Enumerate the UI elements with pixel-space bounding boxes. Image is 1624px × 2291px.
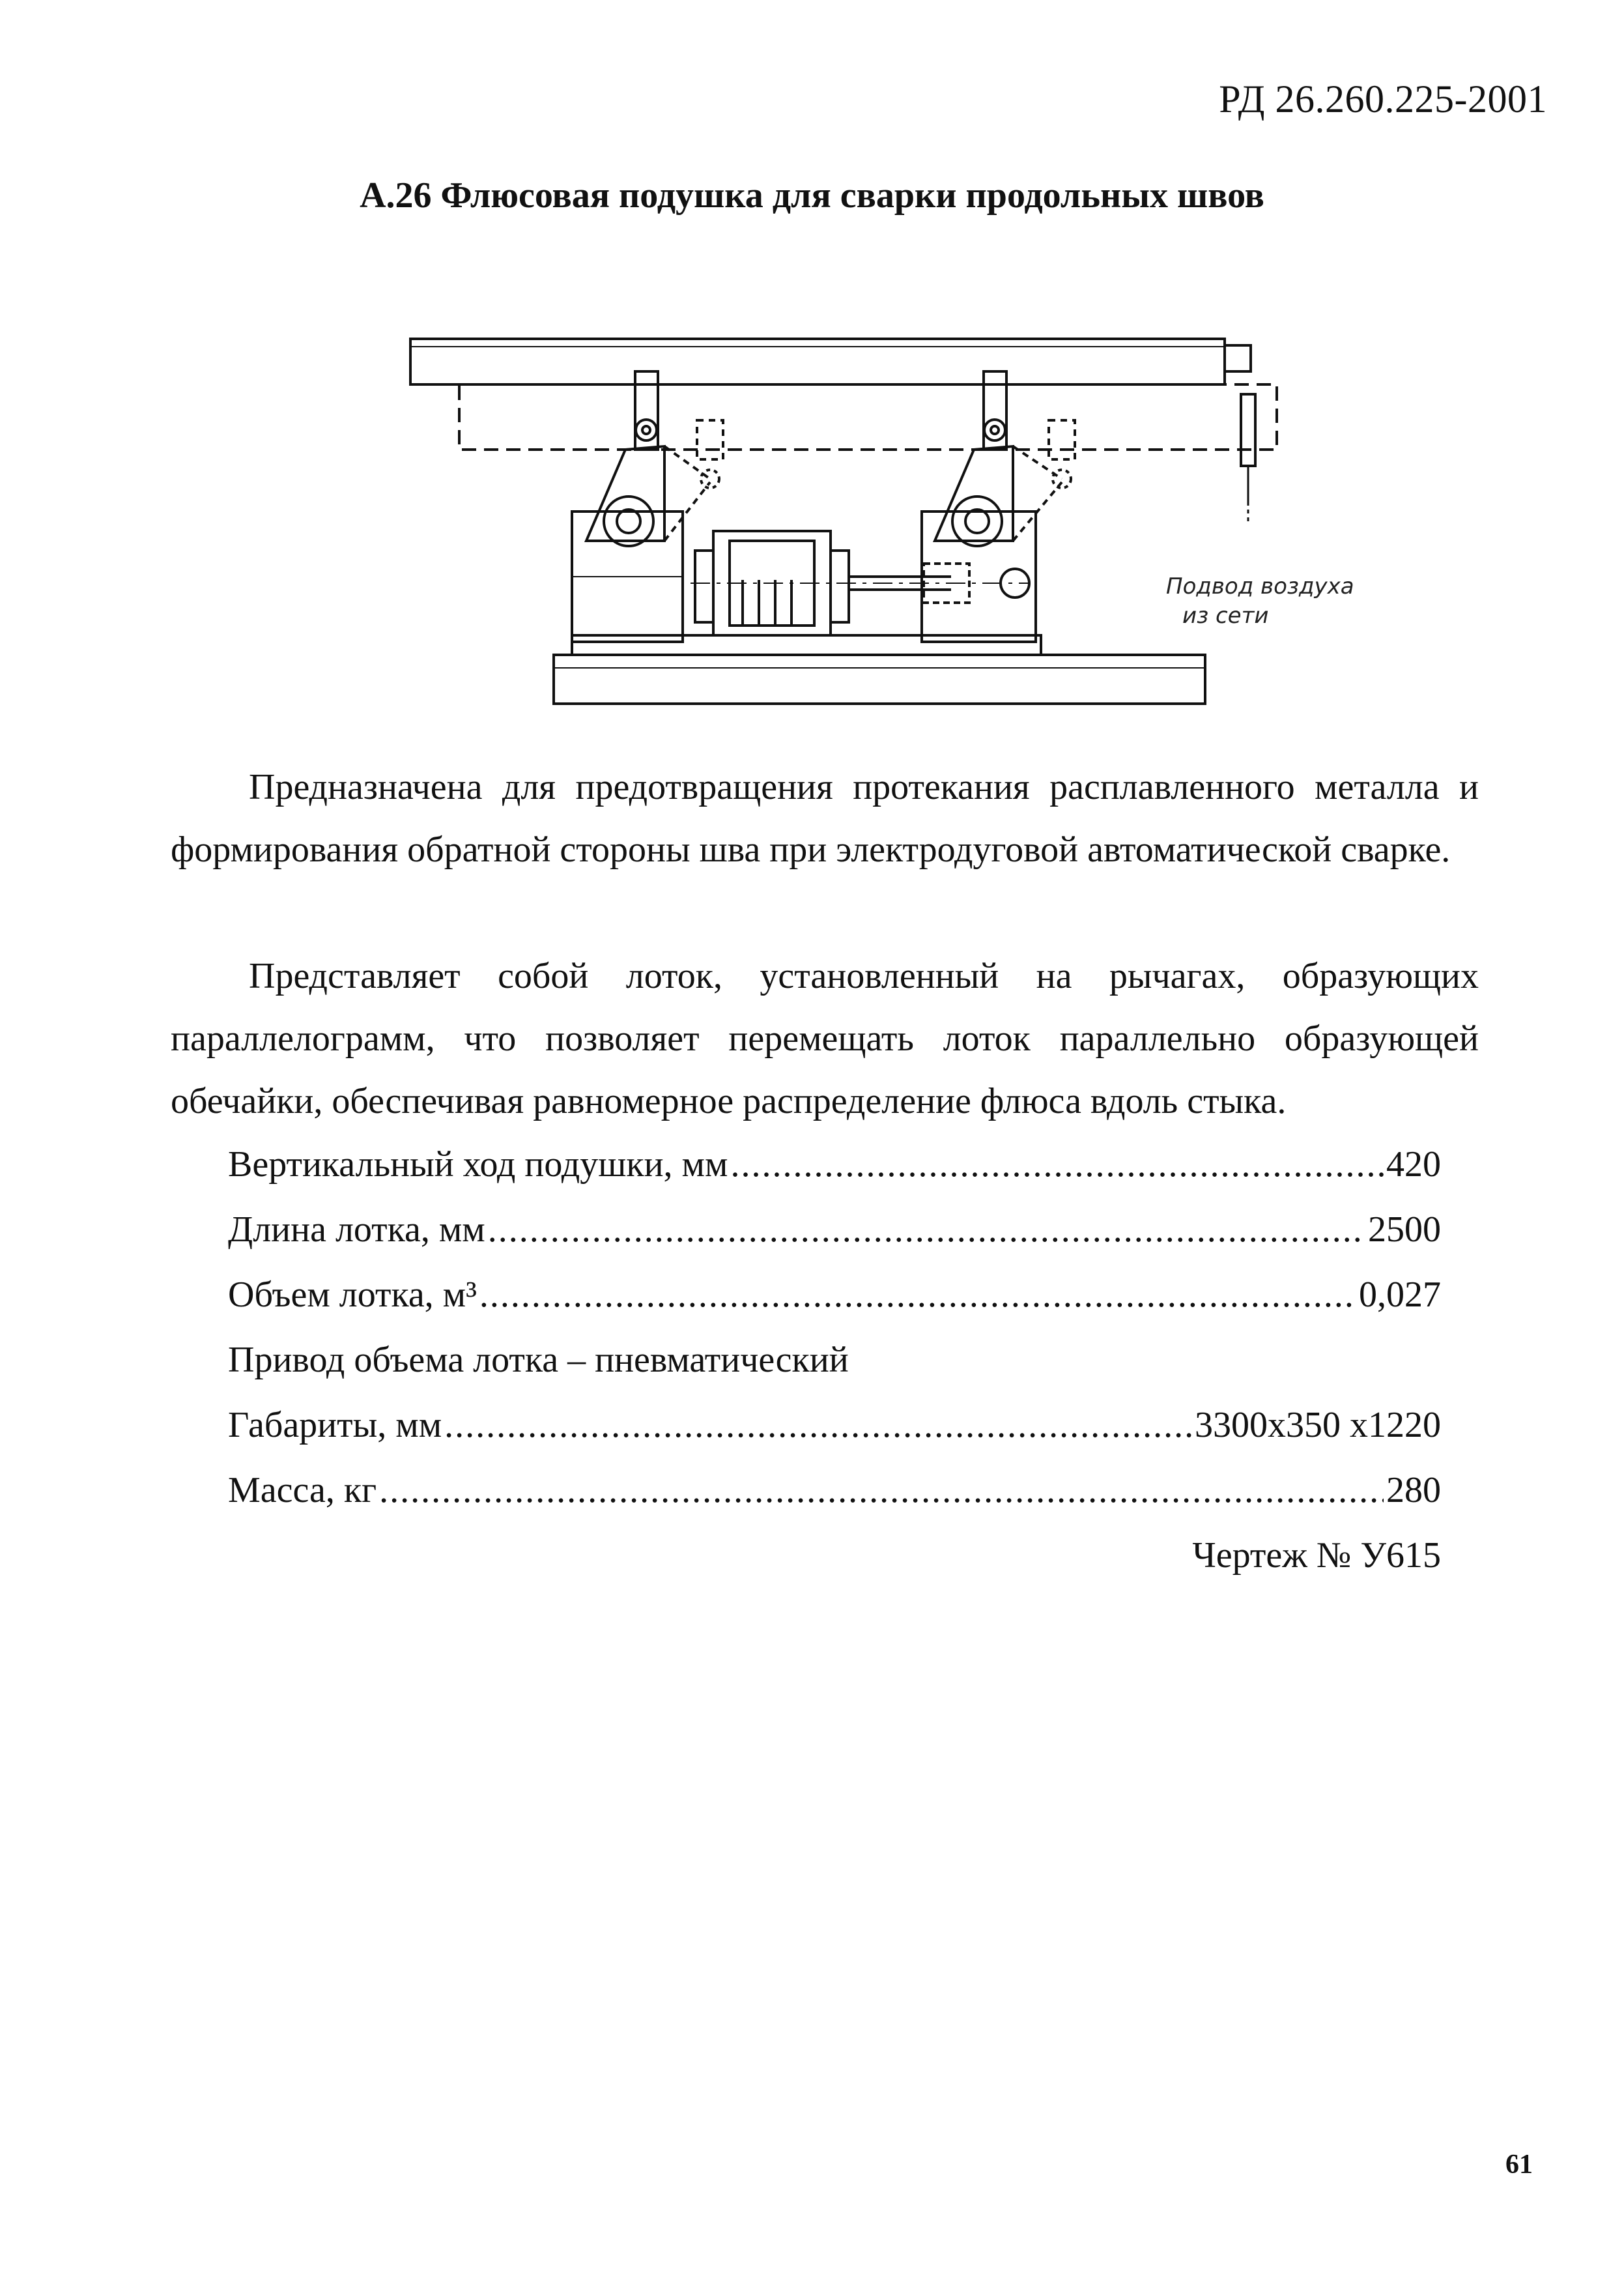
- tray-dashed: [459, 384, 1277, 450]
- spec-value: 280: [1386, 1470, 1441, 1510]
- spec-value: 0,027: [1359, 1275, 1441, 1315]
- base-frame: [554, 655, 1205, 704]
- spec-value: 420: [1386, 1144, 1441, 1185]
- spec-label: Вертикальный ход подушки, мм: [228, 1144, 728, 1185]
- spec-value: 2500: [1368, 1209, 1441, 1250]
- drawing-number: Чертеж № У615: [1192, 1535, 1441, 1576]
- section-title: А.26 Флюсовая подушка для сварки продольных швов: [360, 175, 1264, 216]
- dot-leader: [379, 1469, 1384, 1511]
- air-supply-label: Подвод воздуха: [1166, 573, 1354, 599]
- spec-vertical-travel: [228, 1144, 1441, 1189]
- flux-pad-drawing: [391, 306, 1407, 723]
- page-number: 61: [1505, 2150, 1533, 2180]
- document-code: РД 26.260.225-2001: [1219, 78, 1547, 121]
- spec-label: Объем лотка, м³: [228, 1275, 477, 1315]
- spec-label: Масса, кг: [228, 1470, 377, 1510]
- tray-solid: [410, 339, 1225, 384]
- spec-value: 3300х350 х1220: [1195, 1405, 1441, 1445]
- dot-leader: [730, 1144, 1384, 1185]
- paragraph-description: Представляет собой лоток, установленный на рычагах, образующих параллелограмм, что позволяет перемещать лоток параллельно образующей обечайки, обеспечивая равномерное распределение флюса вдоль стыка.: [171, 956, 1479, 1121]
- dot-leader: [444, 1404, 1192, 1446]
- paragraph-purpose: Предназначена для предотвращения протекания расплавленного металла и формирования обратной стороны шва при электродуговой автоматической сварке.: [171, 767, 1479, 870]
- spec-mass: [228, 1469, 1441, 1515]
- spec-tray-length: [228, 1209, 1441, 1254]
- spec-dimensions: [228, 1404, 1441, 1450]
- technical-drawing: [391, 306, 1407, 723]
- spec-drive: Привод объема лотка – пневматический: [228, 1340, 849, 1380]
- air-supply-sublabel: из сети: [1182, 603, 1269, 629]
- spec-tray-volume: [228, 1274, 1441, 1319]
- dot-leader: [488, 1209, 1365, 1250]
- dot-leader: [479, 1274, 1356, 1316]
- spec-label: Габариты, мм: [228, 1405, 442, 1445]
- spec-label: Длина лотка, мм: [228, 1209, 485, 1250]
